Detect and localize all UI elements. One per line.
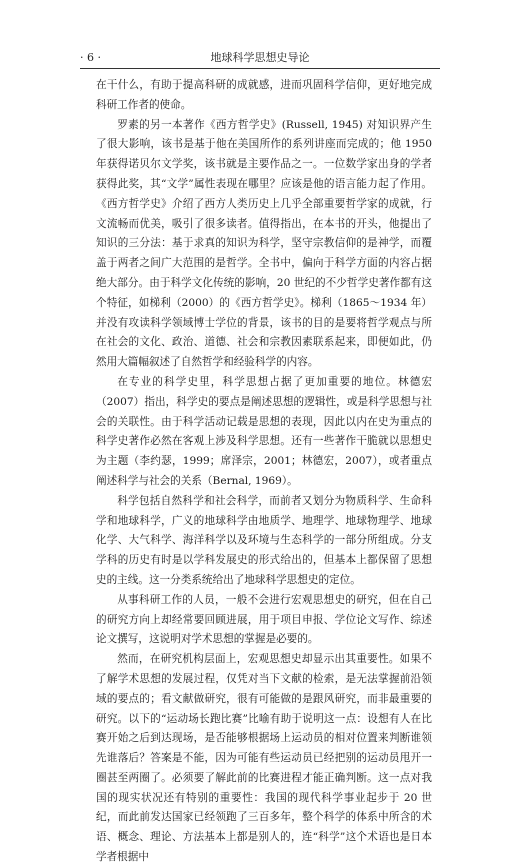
header-rule [80,68,440,69]
paragraph-2: 罗素的另一本著作《西方哲学史》(Russell, 1945) 对知识界产生了很大影响，该书是基于他在美国所作的系列讲座而完成的；他 1950 年获得诺贝尔文学奖，该书就是主要作品之一。一位数学家出身的学者获得此奖，其“文学”属性表现在哪里？应该是他的语言能力起了作用。《西方哲学史》介绍了西方人类历史上几乎全部重要哲学家的成就，行文流畅而优美，吸引了很多读者。值得指出，在本书的开头，他提出了知识的三分法：基于求真的知识为科学，坚守宗教信仰的是神学，而覆盖于两者之间广大范围的是哲学。全书中，偏向于科学方面的内容占据绝大部分。由于科学文化传统的影响，20 世纪的不少哲学史著作都有这个特征，如梯利（2000）的《西方哲学史》。梯利（1865～1934 年）并没有攻读科学领域博士学位的背景，该书的目的是要将哲学观点与所在社会的文化、政治、道德、社会和宗教因素联系起来，即便如此，仍然用大篇幅叙述了自然哲学和经验科学的内容。 [96,118,432,369]
paragraph-5: 从事科研工作的人员，一般不会进行宏观思想史的研究，但在自己的研究方向上却经常要回顾进展，用于项目申报、学位论文写作、综述论文撰写，这说明对学术思想的掌握是必要的。 [96,593,432,646]
running-header [80,50,440,66]
paragraph-6: 然而，在研究机构层面上，宏观思想史却显示出其重要性。如果不了解学术思想的发展过程，仅凭对当下文献的检索，是无法掌握前沿领域的要点的；看文献做研究，很有可能做的是跟风研究，而非最重要的研究。以下的“运动场长跑比赛”比喻有助于说明这一点：设想有人在比赛开始之后到达现场，是否能够根据场上运动员的相对位置来判断谁领先谁落后？答案是不能，因为可能有些运动员已经把别的运动员甩开一圈甚至两圈了。必须要了解此前的比赛进程才能正确判断。这一点对我国的现实状况还有特别的重要性：我国的现代科学事业起步于 20 世纪，而此前发达国家已经领跑了三百多年，整个科学的体系中所含的术语、概念、理论、方法基本上都是别人的，连“科学”这个术语也是日本学者根据中 [96,653,432,864]
page-number: · 6 · [80,51,101,64]
body-text [96,76,432,868]
paragraph-3: 在专业的科学史里，科学思想占据了更加重要的地位。林德宏（2007）指出，科学史的要点是阐述思想的逻辑性，或是科学思想与社会的关联性。由于科学活动记载是思想的表现，因此以内在史为重点的科学史著作必然在客观上涉及科学思想。还有一些著作干脆就以思想史为主题（李约瑟，1999；席泽宗，2001；林德宏，2007），或者重点阐述科学与社会的关系（Bernal, 1969）。 [96,375,432,487]
paragraph-4: 科学包括自然科学和社会科学，而前者又划分为物质科学、生命科学和地球科学，广义的地球科学由地质学、地理学、地球物理学、地球化学、大气科学、海洋科学以及环境与生态科学的一部分所组成。分支学科的历史有时是以学科发展史的形式给出的，但基本上都保留了思想史的主线。这一分类系统给出了地球科学思想史的定位。 [96,494,432,586]
running-title: 地球科学思想史导论 [210,51,310,64]
paragraph-1: 在干什么，有助于提高科研的成就感，进而巩固科学信仰，更好地完成科研工作者的使命。 [96,79,432,111]
